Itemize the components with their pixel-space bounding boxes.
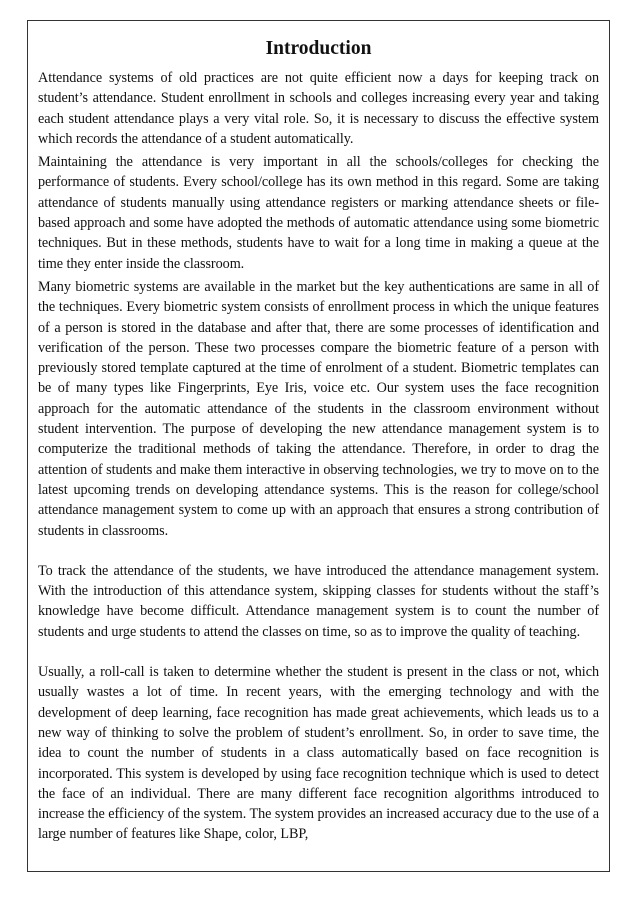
page-title: Introduction	[265, 38, 372, 59]
paragraph-2: Maintaining the attendance is very important in all the schools/colleges for checking the performance of students. Every school/college has its own method in this regard. Some are taking attendance of students manually using attendance registers or marking attendance sheets or file-based approach and some have adopted the methods of automatic attendance using some biometric techniques. But in these methods, students have to wait for a long time in making a queue at the time they enter inside the classroom.	[38, 154, 599, 272]
paragraph-1: Attendance systems of old practices are not quite efficient now a days for keeping track on student’s attendance. Student enrollment in schools and colleges increasing every year and taking each student attendance plays a very vital role. So, it is necessary to discuss the effective system which records the attendance of a student automatically.	[38, 70, 599, 147]
paragraph-3: Many biometric systems are available in the market but the key authentications are same in all of the techniques. Every biometric system consists of enrollment process in which the unique features of a person is stored in the database and after that, there are some processes of identification and verification of the person. These two processes compare the biometric feature of a person with previously stored template captured at the time of enrolment of a student. Biometric templates can be of many types like Fingerprints, Eye Iris, voice etc. Our system uses the face recognition approach for the automatic attendance of the students in the classroom environment without student intervention. The purpose of developing the new attendance management system is to computerize the traditional methods of taking the attendance. Therefore, in order to drag the attention of students and make them interactive in observing technologies, we try to move on to the latest upcoming trends on developing attendance systems. This is the reason for college/school attendance management system to come up with an approach that ensures a strong contribution of students in classrooms.	[38, 278, 599, 539]
paragraph-4: To track the attendance of the students, we have introduced the attendance management system. With the introduction of this attendance system, skipping classes for students without the staff’s knowledge have become difficult. Attendance management system is to count the number of students and urge students to attend the classes on time, so as to improve the quality of teaching.	[38, 562, 599, 640]
paragraph-5: Usually, a roll-call is taken to determine whether the student is present in the class or not, which usually wastes a lot of time. In recent years, with the emerging technology and with the development of deep learning, face recognition has made great achievements, which leads us to a new way of thinking to solve the problem of student’s enrollment. So, in order to save time, the idea to count the number of students in a class automatically based on face recognition is incorporated. This system is developed by using face recognition technique which is used to detect the face of an individual. There are many different face recognition algorithms introduced to increase the efficiency of the system. The system provides an increased accuracy due to the use of a large number of features like Shape, color, LBP,	[38, 664, 599, 843]
document-body	[38, 36, 599, 845]
